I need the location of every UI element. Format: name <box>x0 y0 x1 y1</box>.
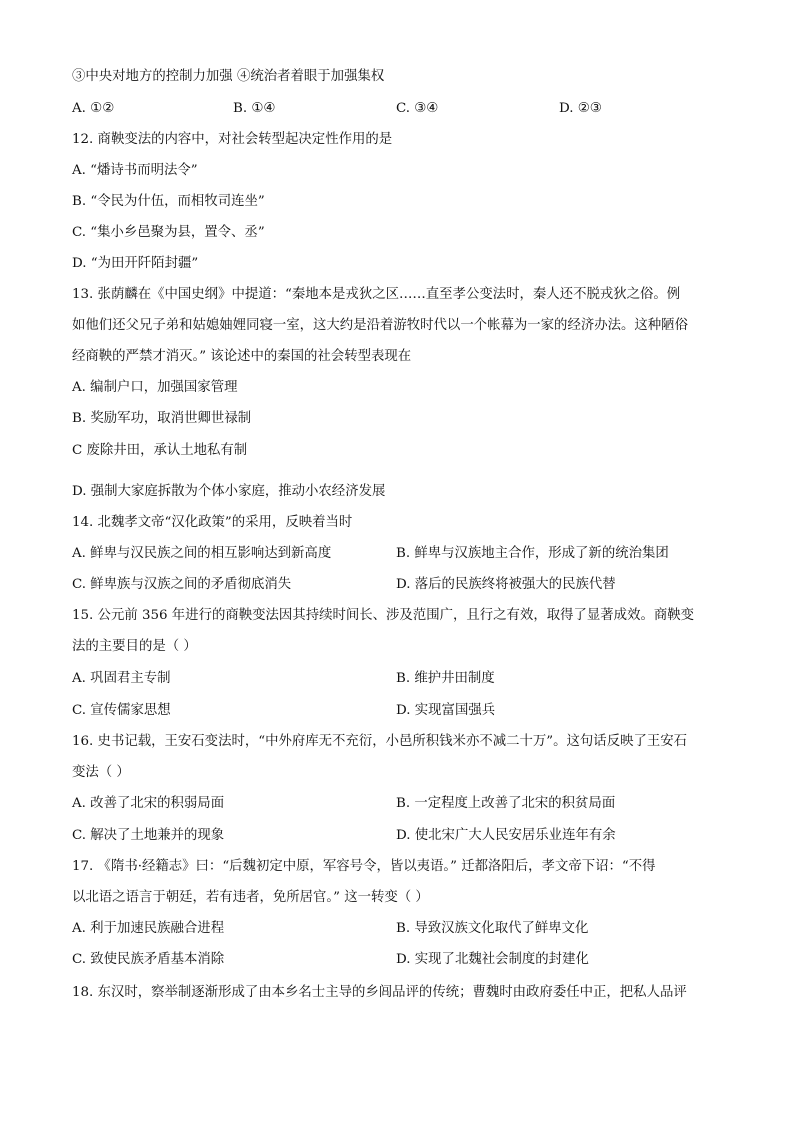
q17-stem-line-2: 以北语之语言于朝廷，若有违者，免所居官。” 这一转变（ ） <box>72 890 429 905</box>
q15-option-a[interactable]: A. 巩固君主专制 <box>72 671 171 686</box>
q11-option-c[interactable]: C. ③④ <box>396 101 439 116</box>
q12-option-d[interactable]: D. “为田开阡陌封疆” <box>72 256 199 271</box>
q14-option-d[interactable]: D. 落后的民族终将被强大的民族代替 <box>396 577 616 592</box>
q13-stem-line-2: 如他们还父兄子弟和姑媳妯娌同寝一室，这大约是沿着游牧时代以一个帐幕为一家的经济办法。这种陋俗 <box>72 318 688 333</box>
q16-stem-line-1: 16. 史书记载，王安石变法时，“中外府库无不充衍，小邑所积钱米亦不减二十万”。这句话反映了王安石 <box>72 734 688 749</box>
q17-option-a[interactable]: A. 利于加速民族融合进程 <box>72 921 225 936</box>
q12-option-a[interactable]: A. “燔诗书而明法令” <box>72 163 198 178</box>
q18-stem-line-1: 18. 东汉时，察举制逐渐形成了由本乡名士主导的乡闾品评的传统；曹魏时由政府委任中正，把私人品评 <box>72 985 687 1000</box>
q14-option-a[interactable]: A. 鲜卑与汉民族之间的相互影响达到新高度 <box>72 546 332 561</box>
q11-option-b[interactable]: B. ①④ <box>233 101 276 116</box>
q16-option-c[interactable]: C. 解决了土地兼并的现象 <box>72 828 225 843</box>
q15-option-d[interactable]: D. 实现富国强兵 <box>396 703 496 718</box>
q11-option-a[interactable]: A. ①② <box>72 101 115 116</box>
q13-option-d[interactable]: D. 强制大家庭拆散为个体小家庭，推动小农经济发展 <box>72 484 386 499</box>
q12-stem: 12. 商鞅变法的内容中，对社会转型起决定性作用的是 <box>72 132 393 147</box>
q14-stem: 14. 北魏孝文帝“汉化政策”的采用，反映着当时 <box>72 515 353 530</box>
q11-statement-line: ③中央对地方的控制力加强 ④统治者着眼于加强集权 <box>72 69 385 84</box>
q12-option-b[interactable]: B. “令民为什伍，而相牧司连坐” <box>72 194 265 209</box>
q17-stem-line-1: 17. 《隋书·经籍志》曰：“后魏初定中原，军容号令，皆以夷语。” 迁都洛阳后，孝文帝下诏：“不得 <box>72 859 656 874</box>
q17-option-d[interactable]: D. 实现了北魏社会制度的封建化 <box>396 952 589 967</box>
q17-option-c[interactable]: C. 致使民族矛盾基本消除 <box>72 952 225 967</box>
q15-option-c[interactable]: C. 宣传儒家思想 <box>72 703 171 718</box>
q12-option-c[interactable]: C. “集小乡邑聚为县，置令、丞” <box>72 225 265 240</box>
q13-stem-line-1: 13. 张荫麟在《中国史纲》中提道：“秦地本是戎狄之区……直至孝公变法时，秦人还不脱戎狄之俗。例 <box>72 287 681 302</box>
q13-option-b[interactable]: B. 奖励军功，取消世卿世禄制 <box>72 411 252 426</box>
q14-option-b[interactable]: B. 鲜卑与汉族地主合作，形成了新的统治集团 <box>396 546 669 561</box>
q15-stem-line-2: 法的主要目的是（ ） <box>72 639 197 654</box>
q13-option-c[interactable]: C 废除井田，承认土地私有制 <box>72 443 248 458</box>
q13-option-a[interactable]: A. 编制户口，加强国家管理 <box>72 380 238 395</box>
q15-stem-line-1: 15. 公元前 356 年进行的商鞅变法因其持续时间长、涉及范围广，且行之有效，取得了显著成效。商鞅变 <box>72 608 695 623</box>
q13-stem-line-3: 经商鞅的严禁才消灭。” 该论述中的秦国的社会转型表现在 <box>72 349 412 364</box>
q17-option-b[interactable]: B. 导致汉族文化取代了鲜卑文化 <box>396 921 589 936</box>
q16-option-b[interactable]: B. 一定程度上改善了北宋的积贫局面 <box>396 796 616 811</box>
q15-option-b[interactable]: B. 维护井田制度 <box>396 671 495 686</box>
q16-stem-line-2: 变法（ ） <box>72 765 130 780</box>
q16-option-a[interactable]: A. 改善了北宋的积弱局面 <box>72 796 225 811</box>
q14-option-c[interactable]: C. 鲜卑族与汉族之间的矛盾彻底消失 <box>72 577 292 592</box>
q16-option-d[interactable]: D. 使北宋广大人民安居乐业连年有余 <box>396 828 616 843</box>
q11-option-d[interactable]: D. ②③ <box>559 101 602 116</box>
